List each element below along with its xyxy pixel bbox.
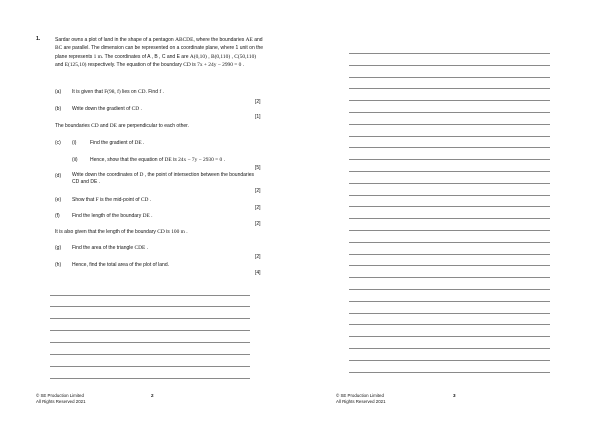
part-a-marks: [2]	[255, 99, 261, 105]
left-page-number: 2	[151, 393, 154, 398]
intro-math: CD	[183, 62, 191, 69]
left-footer: © SE Production Limited All Rights Reserved 2021	[36, 393, 86, 404]
length-statement: It is also given that the length of the boundary CD is 100 m .	[55, 229, 188, 235]
answer-line[interactable]	[349, 65, 550, 66]
answer-line[interactable]	[349, 124, 550, 125]
answer-line[interactable]	[349, 206, 550, 207]
intro-text: , where the boundaries	[193, 37, 246, 43]
answer-line[interactable]	[349, 348, 550, 349]
intro-text: ,	[230, 53, 235, 60]
answer-line[interactable]	[349, 230, 550, 231]
answer-line[interactable]	[349, 159, 550, 160]
intro-text: is	[190, 62, 198, 69]
part-g-marks: [2]	[255, 254, 261, 260]
answer-line[interactable]	[50, 318, 250, 319]
part-ci-text: Find the gradient of DE .	[90, 140, 145, 146]
answer-line[interactable]	[349, 254, 550, 255]
intro-text: respectively. The equation of the boundary	[86, 62, 184, 69]
intro-math: AE	[245, 37, 253, 43]
answer-line[interactable]	[349, 301, 550, 302]
answer-line[interactable]	[50, 354, 250, 355]
part-e-text: Show that F is the mid-point of CD .	[72, 197, 152, 203]
intro-text: and	[252, 37, 263, 43]
answer-line[interactable]	[349, 53, 550, 54]
answer-line[interactable]	[349, 289, 550, 290]
intro-text: and	[55, 62, 65, 69]
part-g-label: (g)	[55, 245, 62, 251]
part-h-text: Hence, find the total area of the plot of land.	[72, 262, 170, 268]
right-page	[300, 0, 600, 424]
part-c-label: (c)	[55, 140, 61, 146]
answer-line[interactable]	[50, 306, 250, 307]
part-cii-text: Hence, show that the equation of DE is 24x − 7y − 2930 = 0 .	[90, 157, 226, 163]
part-a-text: It is given that F(98, f) lies on CD. Find f .	[72, 89, 164, 95]
part-a-label: (a)	[55, 89, 62, 95]
intro-math: 1 m	[93, 53, 102, 60]
answer-line[interactable]	[349, 277, 550, 278]
answer-line[interactable]	[349, 242, 550, 243]
intro-text: Sardar owns a plot of land in the shape of a pentagon	[55, 37, 176, 43]
intro-math: 7x + 24y − 2990 = 0	[197, 62, 242, 69]
part-d-marks: [2]	[255, 188, 261, 194]
part-f-marks: [2]	[255, 221, 261, 227]
intro-text: ,	[206, 53, 211, 60]
right-footer: © SE Production Limited All Rights Reserved 2021	[336, 393, 386, 404]
part-f-text: Find the length of the boundary DE .	[72, 213, 153, 219]
answer-line[interactable]	[50, 295, 250, 296]
answer-line[interactable]	[349, 171, 550, 172]
part-b-label: (b)	[55, 106, 62, 112]
answer-line[interactable]	[349, 265, 550, 266]
answer-line[interactable]	[349, 372, 550, 373]
intro-math: BC	[55, 45, 63, 52]
answer-line[interactable]	[349, 336, 550, 337]
part-cii-label: (ii)	[72, 157, 78, 163]
answer-line[interactable]	[50, 366, 250, 367]
intro-math: E(125,10)	[64, 62, 87, 69]
intro-math: C(50,110)	[234, 53, 257, 60]
part-g-text: Find the area of the triangle CDE .	[72, 245, 149, 251]
answer-line[interactable]	[349, 313, 550, 314]
question-number: 1.	[36, 36, 41, 42]
answer-line[interactable]	[349, 324, 550, 325]
answer-line[interactable]	[349, 112, 550, 113]
part-d-label: (d)	[55, 173, 62, 179]
answer-line[interactable]	[349, 88, 550, 89]
answer-line[interactable]	[349, 100, 550, 101]
intro-text: are parallel. The dimension can be represented on a coordinate plane, where 1 unit on the plane represents	[55, 45, 264, 60]
part-h-label: (h)	[55, 262, 62, 268]
part-h-marks: [4]	[255, 270, 261, 276]
intro-math: ABCDE	[175, 37, 194, 43]
part-b-text: Write down the gradient of CD .	[72, 106, 142, 112]
intro-math: B(0,110)	[211, 53, 231, 60]
intro-text: .	[241, 62, 245, 69]
answer-line[interactable]	[50, 378, 250, 379]
answer-line[interactable]	[50, 330, 250, 331]
part-d-text: Write down the coordinates of D , the point of intersection between the boundaries CD and DE .	[72, 172, 254, 186]
answer-line[interactable]	[349, 195, 550, 196]
part-e-marks: [2]	[255, 205, 261, 211]
part-ci-label: (i)	[72, 140, 77, 146]
right-page-number: 3	[453, 393, 456, 398]
answer-line[interactable]	[50, 342, 250, 343]
answer-line[interactable]	[349, 147, 550, 148]
answer-line[interactable]	[349, 360, 550, 361]
part-f-label: (f)	[55, 213, 60, 219]
intro-math: A(0,10)	[189, 53, 207, 60]
answer-line[interactable]	[349, 218, 550, 219]
intro-text: . The coordinates of A , B , C and E are	[101, 53, 190, 60]
part-b-marks: [1]	[255, 114, 261, 120]
question-intro	[55, 36, 265, 70]
part-e-label: (e)	[55, 197, 62, 203]
answer-line[interactable]	[349, 77, 550, 78]
answer-line[interactable]	[349, 136, 550, 137]
answer-line[interactable]	[349, 183, 550, 184]
part-c-marks: [5]	[255, 165, 261, 171]
perpendicular-statement: The boundaries CD and DE are perpendicular to each other.	[55, 123, 189, 129]
